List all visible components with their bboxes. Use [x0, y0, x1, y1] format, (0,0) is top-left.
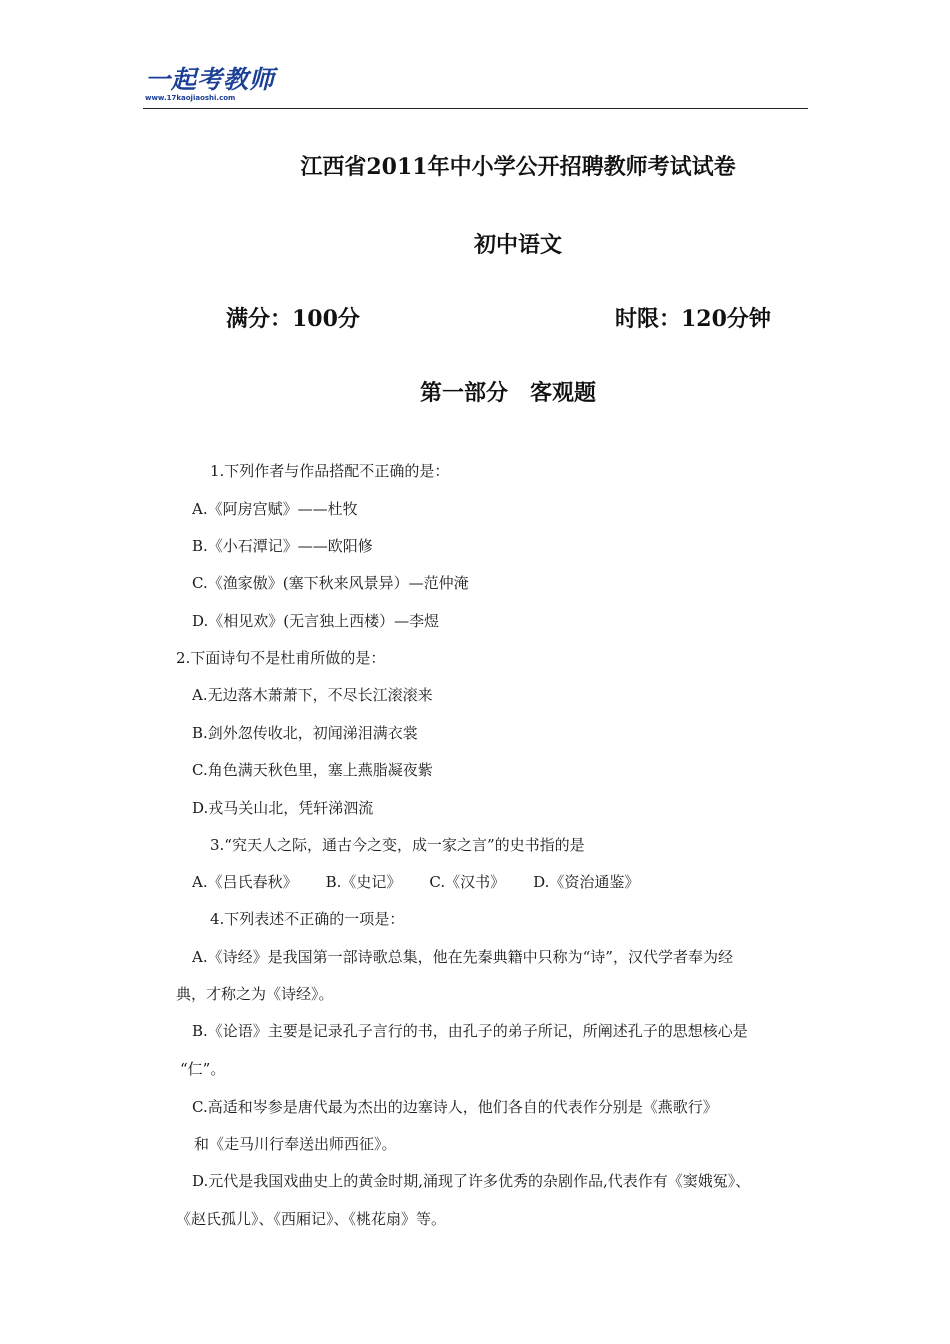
question-3-stem: 3.“究天人之际，通古今之变，成一家之言”的史书指的是	[210, 836, 585, 854]
exam-subject: 初中语文	[473, 232, 562, 258]
question-1-stem: 1.下列作者与作品搭配不正确的是：	[210, 462, 450, 480]
question-4-stem: 4.下列表述不正确的一项是：	[210, 910, 405, 928]
question-4-option-d-cont: 《赵氏孤儿》、《西厢记》、《桃花扇》等。	[176, 1210, 447, 1228]
question-1-option-a: A.《阿房宫赋》——杜牧	[192, 500, 358, 518]
question-3-options	[192, 871, 667, 892]
question-2-option-d: D.戎马关山北，凭轩涕泗流	[192, 799, 374, 817]
question-2-option-b: B.剑外忽传收北，初闻涕泪满衣裳	[192, 724, 418, 742]
time-limit: 时限：120分钟	[615, 306, 771, 332]
question-1-option-b: B.《小石潭记》——欧阳修	[192, 537, 373, 555]
full-score: 满分：100分	[226, 306, 360, 332]
question-4-option-c-cont: 和《走马川行奉送出师西征》。	[194, 1135, 397, 1153]
question-4-option-c: C.高适和岑参是唐代最为杰出的边塞诗人，他们各自的代表作分别是《燕歌行》	[192, 1098, 718, 1116]
section-heading: 第一部分 客观题	[420, 380, 597, 406]
question-2-option-a: A.无边落木萧萧下，不尽长江滚滚来	[192, 686, 433, 704]
question-3-option-d: D.《资治通鉴》	[533, 873, 640, 891]
question-1-option-c: C.《渔家傲》(塞下秋来风景异）—范仲淹	[192, 574, 469, 592]
exam-title: 江西省2011年中小学公开招聘教师考试试卷	[300, 154, 736, 180]
question-3-option-a: A.《吕氏春秋》	[192, 873, 298, 891]
site-logo	[145, 66, 275, 103]
question-4-option-b-cont: “仁”。	[180, 1060, 226, 1078]
question-4-option-d: D.元代是我国戏曲史上的黄金时期,涌现了许多优秀的杂剧作品,代表作有《窦娥冤》、	[192, 1172, 751, 1190]
question-1-option-d: D.《相见欢》(无言独上西楼）—李煜	[192, 612, 440, 630]
question-4-option-b: B.《论语》主要是记录孔子言行的书，由孔子的弟子所记，所阐述孔子的思想核心是	[192, 1022, 748, 1040]
question-2-option-c: C.角色满天秋色里，塞上燕脂凝夜紫	[192, 761, 433, 779]
question-4-option-a-cont: 典，才称之为《诗经》。	[176, 985, 334, 1003]
header-divider	[143, 108, 808, 109]
question-4-option-a: A.《诗经》是我国第一部诗歌总集，他在先秦典籍中只称为“诗”，汉代学者奉为经	[192, 948, 733, 966]
logo-url: www.17kaojiaoshi.com	[145, 94, 236, 102]
logo-name: 一起考教师	[145, 65, 276, 94]
question-3-option-c: C.《汉书》	[429, 873, 506, 891]
question-3-option-b: B.《史记》	[325, 873, 402, 891]
question-2-stem: 2.下面诗句不是杜甫所做的是：	[176, 649, 386, 667]
